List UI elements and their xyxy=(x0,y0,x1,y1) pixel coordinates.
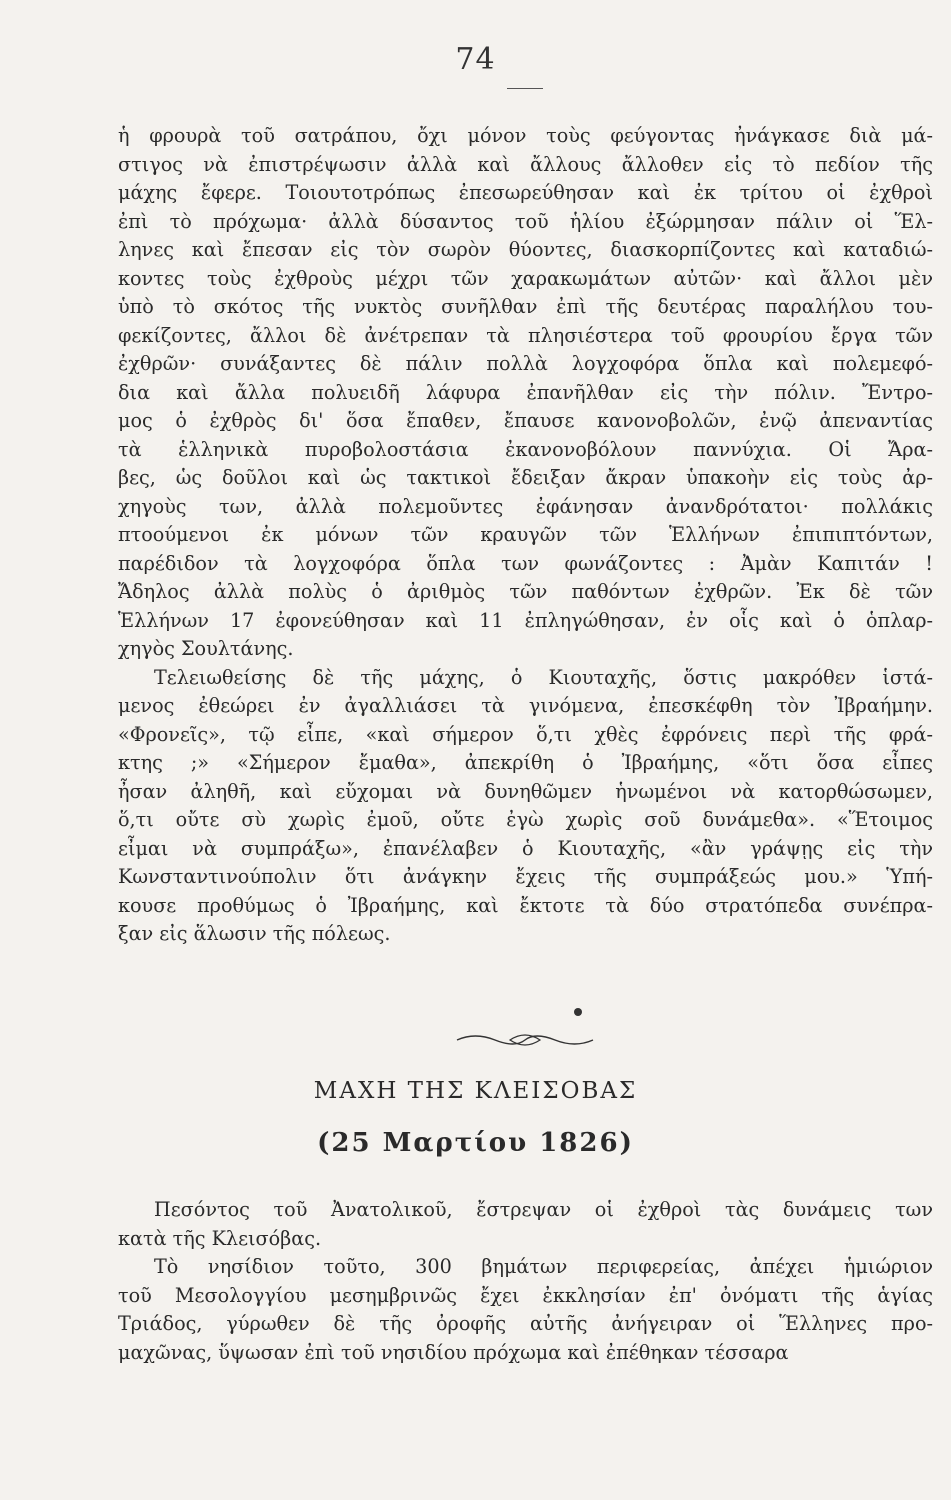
decorative-separator xyxy=(455,1030,595,1050)
ink-dot xyxy=(574,1008,582,1016)
page-number-rule xyxy=(507,88,543,89)
page-number: 74 xyxy=(455,42,496,77)
text-line: κοντες τοὺς ἐχθροὺς μέχρι τῶν χαρακωμάτων αὐτῶν· καὶ ἄλλοι μὲν xyxy=(118,266,933,290)
text-line: τὰ ἑλληνικὰ πυροβολοστάσια ἐκανονοβόλουν παννύχια. Οἱ Ἄρα- xyxy=(118,437,933,461)
section-date: (25 Μαρτίου 1826) xyxy=(317,1128,634,1158)
text-line: δια καὶ ἄλλα πολυειδῆ λάφυρα ἐπανῆλθαν εἰς τὴν πόλιν. Ἔντρο- xyxy=(118,380,933,404)
text-line: φεκίζοντες, ἄλλοι δὲ ἀνέτρεπαν τὰ πλησιέστερα τοῦ φρουρίου ἔργα τῶν xyxy=(118,323,933,347)
text-line: βες, ὡς δοῦλοι καὶ ὡς τακτικοὶ ἔδειξαν ἄκραν ὑπακοὴν εἰς τοὺς ἀρ- xyxy=(118,466,933,489)
text-line: εἶμαι νὰ συμπράξω», ἐπανέλαβεν ὁ Κιουταχῆς, «ἂν γράψῃς εἰς τὴν xyxy=(118,836,933,860)
text-line: μαχῶνας, ὕψωσαν ἐπὶ τοῦ νησιδίου πρόχωμα καὶ ἐπέθηκαν τέσσαρα xyxy=(118,1340,789,1364)
section-title: ΜΑΧΗ ΤΗΣ ΚΛΕΙΣΟΒΑΣ xyxy=(313,1078,638,1104)
text-line: παρέδιδον τὰ λογχοφόρα ὅπλα των φωνάζοντες : Ἀμὰν Καπιτάν ! xyxy=(118,551,933,575)
text-line: «Φρονεῖς», τῷ εἶπε, «καὶ σήμερον ὅ,τι χθὲς ἐφρόνεις περὶ τῆς φρά- xyxy=(118,722,933,746)
text-line: στιγος νὰ ἐπιστρέψωσιν ἀλλὰ καὶ ἄλλους ἄλλοθεν εἰς τὸ πεδίον τῆς xyxy=(118,152,933,176)
text-line: ἡ φρουρὰ τοῦ σατράπου, ὄχι μόνον τοὺς φεύγοντας ἠνάγκασε διὰ μά- xyxy=(118,124,933,147)
text-line: μάχης ἔφερε. Τοιουτοτρόπως ἐπεσωρεύθησαν καὶ ἐκ τρίτου οἱ ἐχθροὶ xyxy=(118,181,933,204)
text-line: ὑπὸ τὸ σκότος τῆς νυκτὸς συνῆλθαν ἐπὶ τῆς δευτέρας παραλήλου του- xyxy=(118,295,933,318)
text-line: ληνες καὶ ἔπεσαν εἰς τὸν σωρὸν θύοντες, διασκορπίζοντες καὶ καταδιώ- xyxy=(118,238,933,261)
text-line: Πεσόντος τοῦ Ἀνατολικοῦ, ἔστρεψαν οἱ ἐχθροὶ τὰς δυνάμεις των xyxy=(154,1198,933,1221)
text-line: κτης ;» «Σήμερον ἔμαθα», ἀπεκρίθη ὁ Ἰβραήμης, «ὅτι ὅσα εἶπες xyxy=(118,751,933,774)
text-line: ὅ,τι οὔτε σὺ χωρὶς ἐμοῦ, οὔτε ἐγὼ χωρὶς σοῦ δυνάμεθα». «Ἕτοιμος xyxy=(118,808,933,831)
text-line: κατὰ τῆς Κλεισόβας. xyxy=(118,1226,322,1250)
text-line: ἐχθρῶν· συνάξαντες δὲ πάλιν πολλὰ λογχοφόρα ὅπλα καὶ πολεμεφό- xyxy=(118,352,933,375)
text-line: χηγὸς Σουλτάνης. xyxy=(118,637,294,660)
main-text-block xyxy=(118,122,933,949)
text-line: ἐπὶ τὸ πρόχωμα· ἀλλὰ δύσαντος τοῦ ἡλίου ἐξώρμησαν πάλιν οἱ Ἕλ- xyxy=(118,209,933,233)
section-text-block xyxy=(118,1196,933,1367)
text-line: κουσε προθύμως ὁ Ἰβραήμης, καὶ ἔκτοτε τὰ δύο στρατόπεδα συνέπρα- xyxy=(118,893,933,917)
text-line: Ἑλλήνων 17 ἐφονεύθησαν καὶ 11 ἐπληγώθησαν, ἐν οἷς καὶ ὁ ὁπλαρ- xyxy=(118,608,933,632)
text-line: τοῦ Μεσολογγίου μεσημβρινῶς ἔχει ἐκκλησίαν ἐπ' ὀνόματι τῆς ἁγίας xyxy=(118,1283,933,1307)
text-line: μος ὁ ἐχθρὸς δι' ὅσα ἔπαθεν, ἔπαυσε κανονοβολῶν, ἐνῷ ἀπεναντίας xyxy=(118,409,933,432)
text-line: μενος ἐθεώρει ἐν ἀγαλλιάσει τὰ γινόμενα, ἐπεσκέφθη τὸν Ἰβραήμην. xyxy=(118,694,933,717)
text-line: ξαν εἰς ἅλωσιν τῆς πόλεως. xyxy=(118,922,391,945)
text-line: χηγοὺς των, ἀλλὰ πολεμοῦντες ἐφάνησαν ἀνανδρότατοι· πολλάκις xyxy=(118,494,933,518)
text-line: Κωνσταντινούπολιν ὅτι ἀνάγκην ἔχεις τῆς συμπράξεώς μου.» Ὑπή- xyxy=(118,865,933,888)
text-line: Τὸ νησίδιον τοῦτο, 300 βημάτων περιφερείας, ἀπέχει ἡμιώριον xyxy=(154,1255,933,1278)
text-line: ἦσαν ἀληθῆ, καὶ εὔχομαι νὰ δυνηθῶμεν ἡνωμένοι νὰ κατορθώσωμεν, xyxy=(118,779,933,803)
text-line: πτοούμενοι ἐκ μόνων τῶν κραυγῶν τῶν Ἑλλήνων ἐπιπιπτόντων, xyxy=(118,523,933,546)
text-line: Τριάδος, γύρωθεν δὲ τῆς ὀροφῆς αὐτῆς ἀνήγειραν οἱ Ἕλληνες προ- xyxy=(118,1312,933,1335)
text-line: Ἄδηλος ἀλλὰ πολὺς ὁ ἀριθμὸς τῶν παθόντων ἐχθρῶν. Ἐκ δὲ τῶν xyxy=(118,580,933,603)
text-line: Τελειωθείσης δὲ τῆς μάχης, ὁ Κιουταχῆς, ὅστις μακρόθεν ἱστά- xyxy=(154,665,933,689)
